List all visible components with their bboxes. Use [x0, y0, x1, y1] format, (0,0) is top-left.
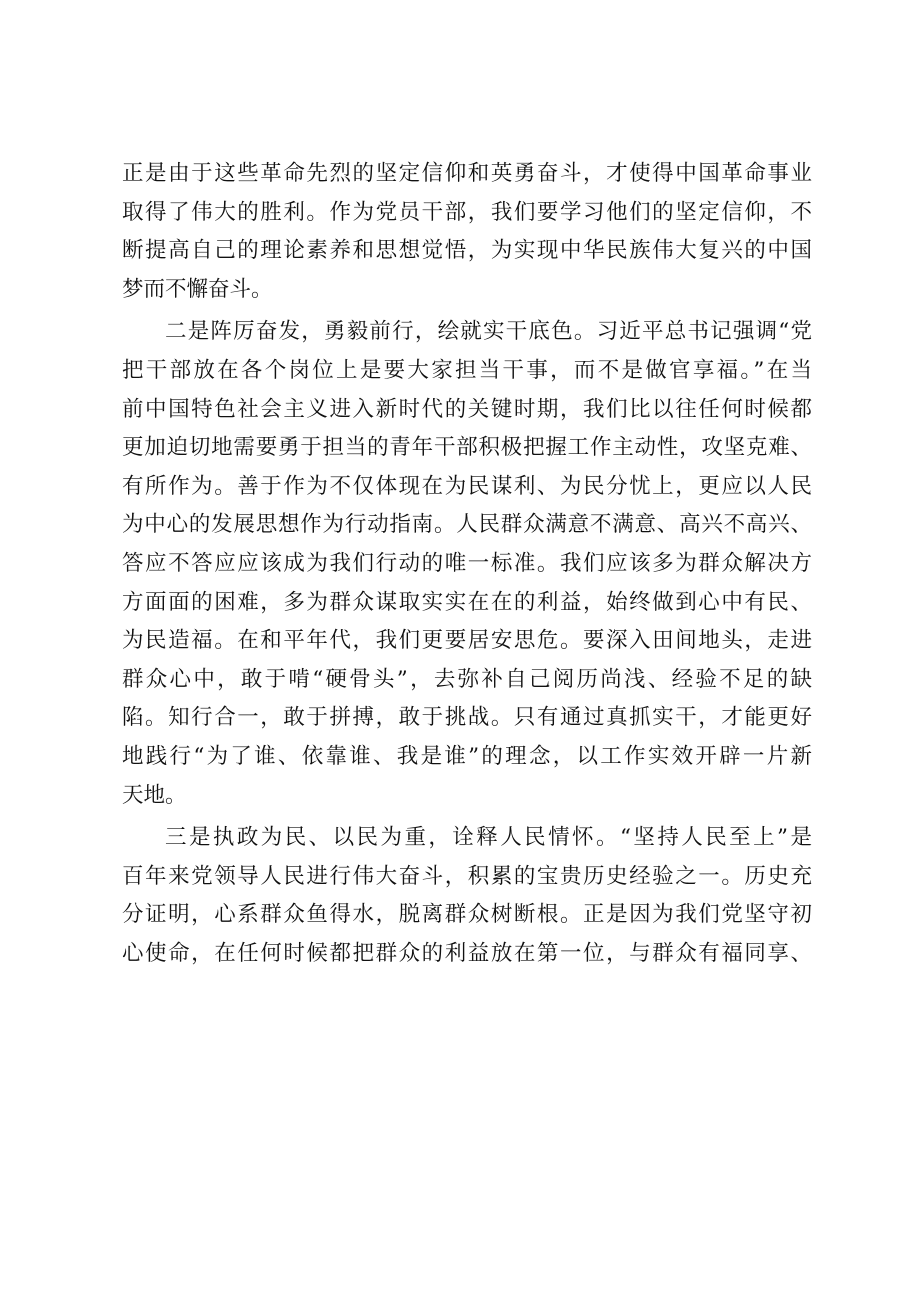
text-line: 群众心中，敢于啃“硬骨头”，去弥补自己阅历尚浅、经验不足的缺 — [122, 666, 812, 692]
text-line: 百年来党领导人民进行伟大奋斗，积累的宝贵历史经验之一。历史充 — [122, 863, 812, 889]
text-line: 天地。 — [122, 782, 187, 808]
paragraph-3 — [122, 819, 812, 973]
text-line: 三是执政为民、以民为重，诠释人民情怀。“坚持人民至上”是 — [165, 825, 812, 851]
text-line: 断提高自己的理论素养和思想觉悟，为实现中华民族伟大复兴的中国 — [122, 238, 812, 264]
text-line: 分证明，心系群众鱼得水，脱离群众树断根。正是因为我们党坚守初 — [122, 902, 812, 928]
text-line: 为民造福。在和平年代，我们更要居安思危。要深入田间地头，走进 — [122, 628, 812, 654]
text-line: 地践行“为了谁、依靠谁、我是谁”的理念，以工作实效开辟一片新 — [122, 743, 812, 769]
text-line: 答应不答应应该成为我们行动的唯一标准。我们应该多为群众解决方 — [122, 550, 812, 576]
text-line: 取得了伟大的胜利。作为党员干部，我们要学习他们的坚定信仰，不 — [122, 199, 812, 225]
text-line: 把干部放在各个岗位上是要大家担当干事，而不是做官享福。”在当 — [122, 357, 812, 383]
text-line: 更加迫切地需要勇于担当的青年干部积极把握工作主动性，攻坚克难、 — [122, 435, 812, 461]
text-line: 有所作为。善于作为不仅体现在为民谋利、为民分忧上，更应以人民 — [122, 473, 812, 499]
text-line: 为中心的发展思想作为行动指南。人民群众满意不满意、高兴不高兴、 — [122, 512, 812, 538]
text-line: 正是由于这些革命先烈的坚定信仰和英勇奋斗，才使得中国革命事业 — [122, 161, 812, 186]
paragraph-1 — [122, 155, 812, 309]
text-line: 二是阵厉奋发，勇毅前行，绘就实干底色。习近平总书记强调“党 — [165, 319, 812, 345]
body-text — [122, 155, 812, 973]
text-line: 陷。知行合一，敢于拼搏，敢于挑战。只有通过真抓实干，才能更好 — [122, 705, 812, 731]
paragraph-2 — [122, 313, 812, 815]
text-line: 心使命，在任何时候都把群众的利益放在第一位，与群众有福同享、 — [122, 940, 812, 966]
text-line: 梦而不懈奋斗。 — [122, 276, 273, 302]
text-line: 方面面的困难，多为群众谋取实实在在的利益，始终做到心中有民、 — [122, 589, 812, 615]
text-line: 前中国特色社会主义进入新时代的关键时期，我们比以往任何时候都 — [122, 396, 812, 422]
